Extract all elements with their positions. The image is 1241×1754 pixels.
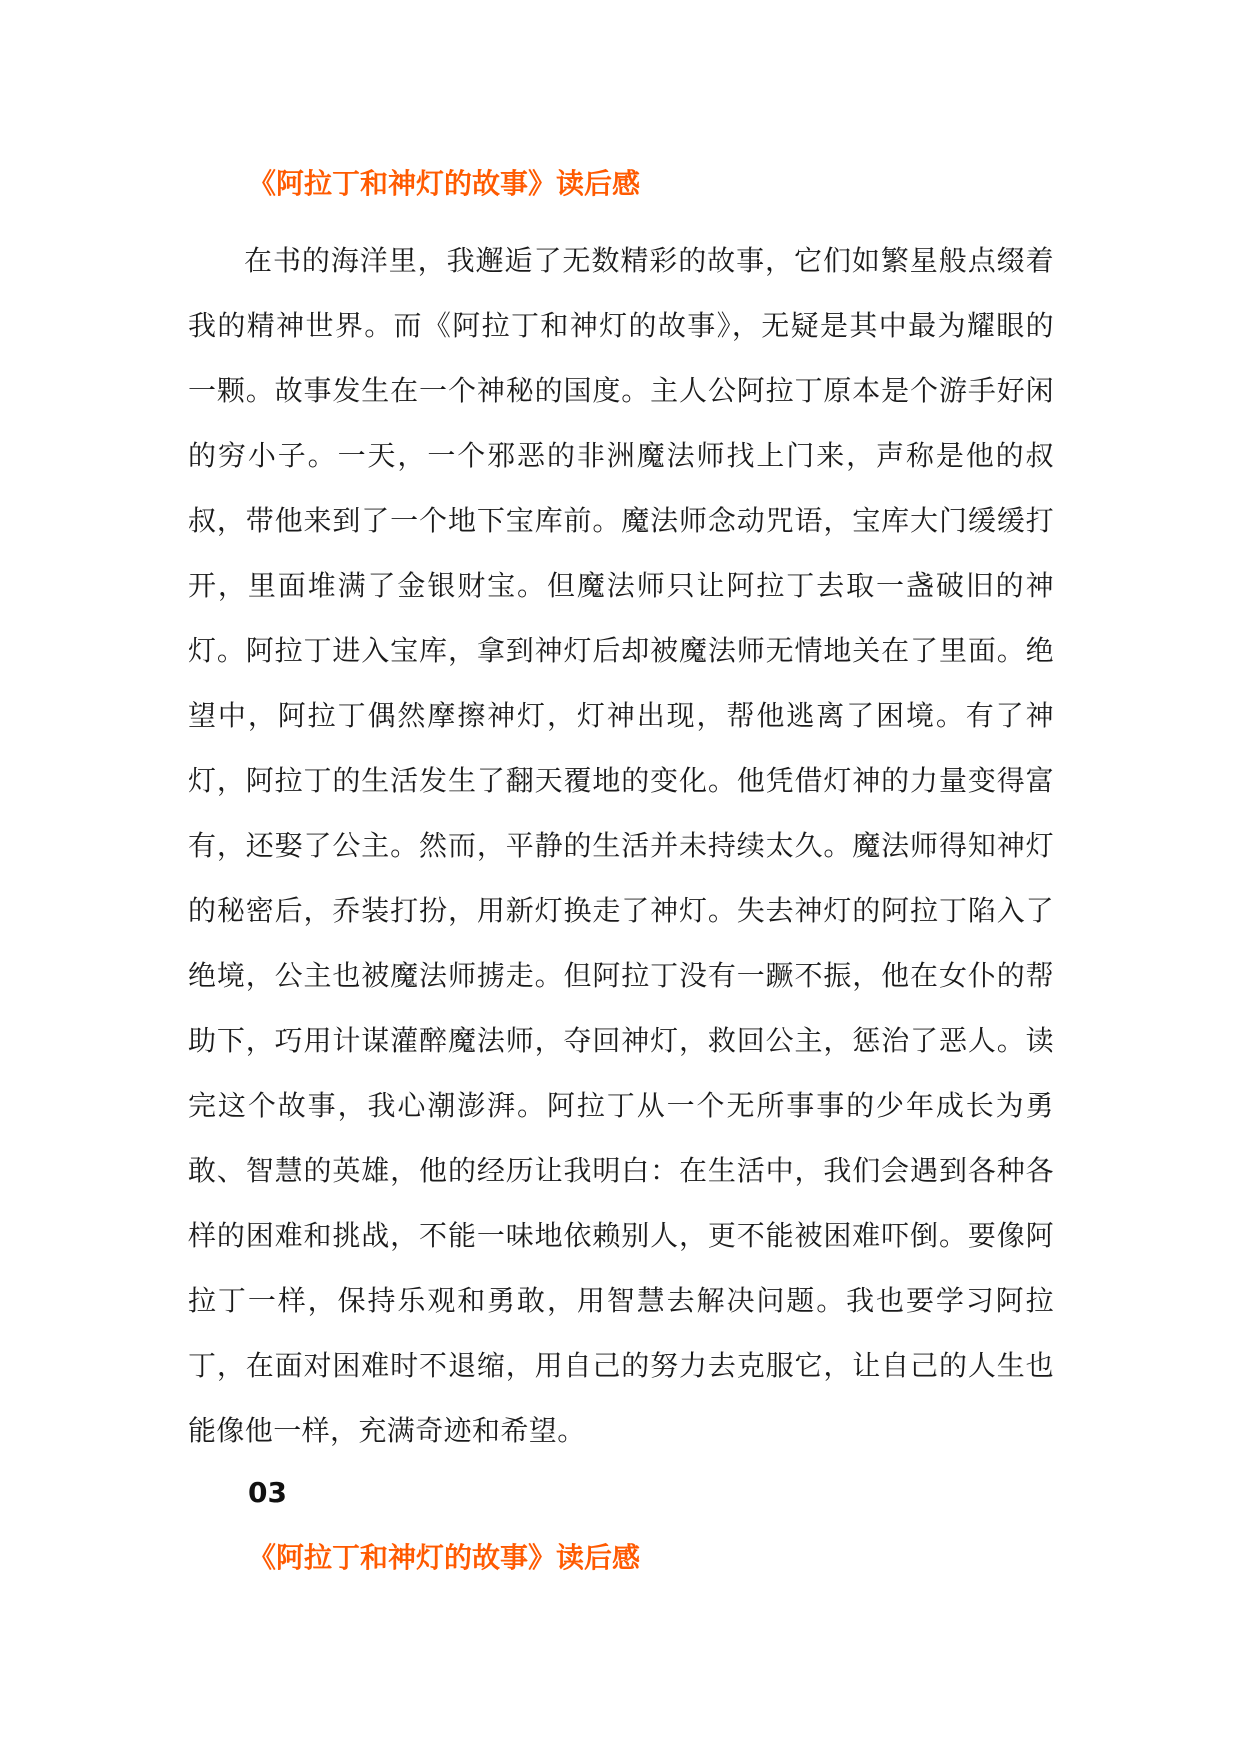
essay-body-paragraph: 在书的海洋里，我邂逅了无数精彩的故事，它们如繁星般点缀着我的精神世界。而《阿拉丁和神灯的故事》，无疑是其中最为耀眼的一颗。故事发生在一个神秘的国度。主人公阿拉丁原本是个游手好闲的穷小子。一天，一个邪恶的非洲魔法师找上门来，声称是他的叔叔，带他来到了一个地下宝库前。魔法师念动咒语，宝库大门缓缓打开，里面堆满了金银财宝。但魔法师只让阿拉丁去取一盏破旧的神灯。阿拉丁进入宝库，拿到神灯后却被魔法师无情地关在了里面。绝望中，阿拉丁偶然摩擦神灯，灯神出现，帮他逃离了困境。有了神灯，阿拉丁的生活发生了翻天覆地的变化。他凭借灯神的力量变得富有，还娶了公主。然而，平静的生活并未持续太久。魔法师得知神灯的秘密后，乔装打扮，用新灯换走了神灯。失去神灯的阿拉丁陷入了绝境，公主也被魔法师掳走。但阿拉丁没有一蹶不振，他在女仆的帮助下，巧用计谋灌醉魔法师，夺回神灯，救回公主，惩治了恶人。读完这个故事，我心潮澎湃。阿拉丁从一个无所事事的少年成长为勇敢、智慧的英雄，他的经历让我明白：在生活中，我们会遇到各种各样的困难和挑战，不能一味地依赖别人，更不能被困难吓倒。要像阿拉丁一样，保持乐观和勇敢，用智慧去解决问题。我也要学习阿拉丁，在面对困难时不退缩，用自己的努力去克服它，让自己的人生也能像他一样，充满奇迹和希望。 xyxy=(188,244,1054,1447)
essay-title: 《阿拉丁和神灯的故事》读后感 xyxy=(248,167,641,200)
next-essay-title: 《阿拉丁和神灯的故事》读后感 xyxy=(248,1541,641,1574)
section-number: 03 xyxy=(248,1476,287,1509)
